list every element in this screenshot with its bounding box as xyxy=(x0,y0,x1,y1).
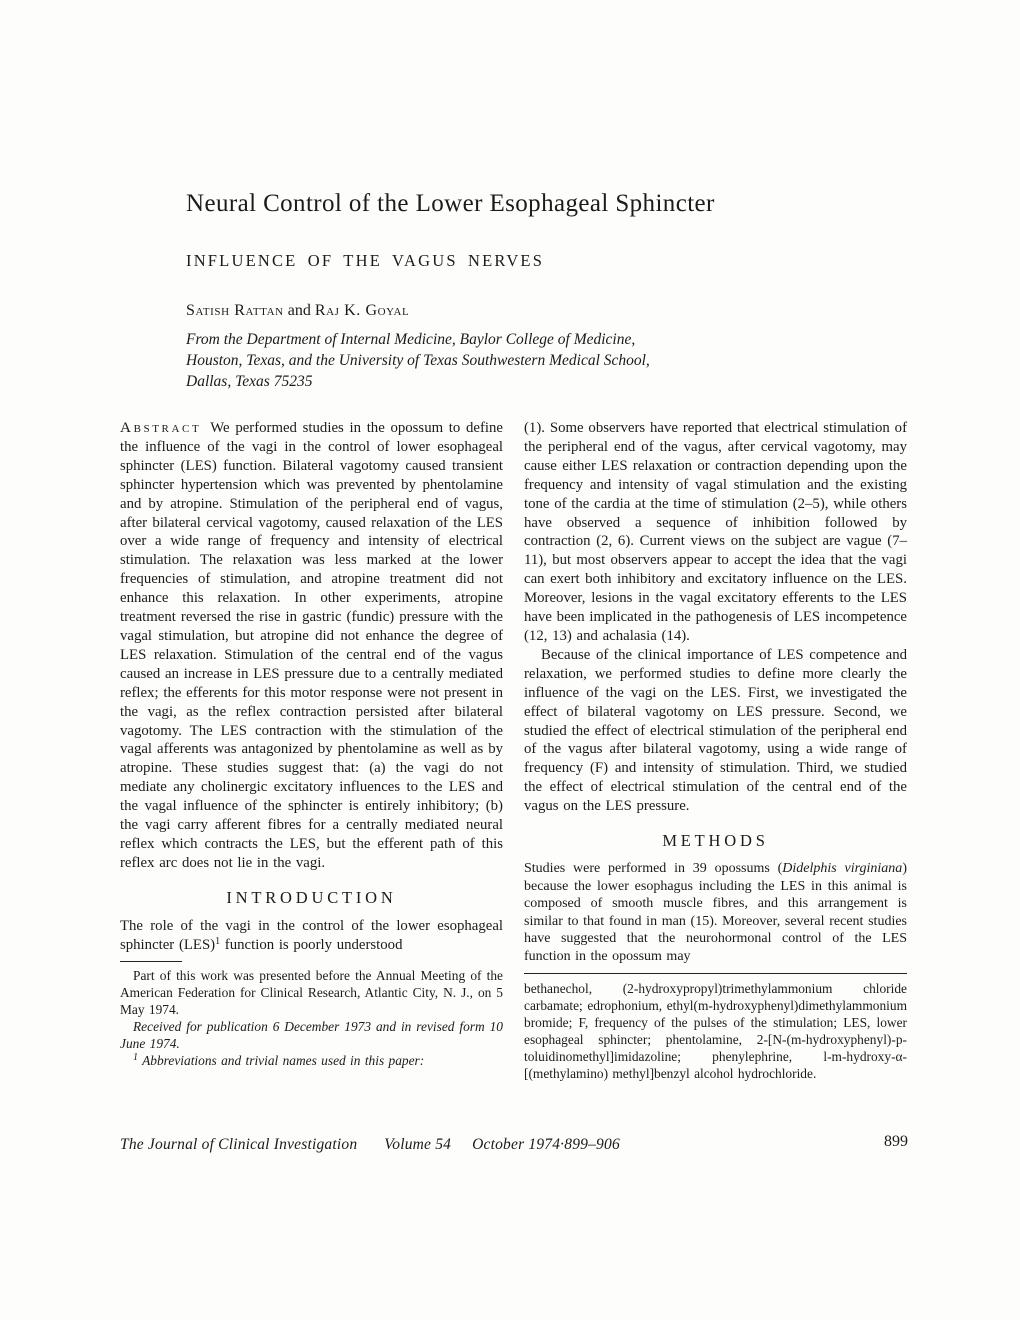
methods-text: Studies were performed in 39 opossums ( xyxy=(524,861,783,877)
page-footer xyxy=(120,1133,908,1154)
abstract-text: We performed studies in the opossum to define the influence of the vagi in the control of lower esophageal sphincter (LES) function. Bilateral vagotomy caused transient sphincter hypertension which was prevented by phentolamine and by atropine. Stimulation of the peripheral end of vagus, after bilateral cervical vagotomy, caused relaxation of the LES over a wide range of frequency and intensity of electrical stimulation. The relaxation was less marked at the lower frequencies of stimulation, and atropine treatment did not enhance this relaxation. In other experiments, atropine treatment reversed the rise in gastric (fundic) pressure with the vagal stimulation, but atropine did not enhance the degree of LES relaxation. Stimulation of the central end of the vagus caused an increase in LES pressure due to a centrally mediated reflex; the efferents for this motor response were not present in the vagi, as the reflex contraction persisted after bilateral vagotomy. The LES contraction with the stimulation of the vagal afferents was antagonized by phentolamine as well as by atropine. These studies suggest that: (a) the vagi do not mediate any cholinergic excitatory influences to the LES and the vagal influence of the sphincter is entirely inhibitory; (b) the vagi carry afferent fibres for a centrally mediated neural reflex which contracts the LES, but the efferent path of this reflex arc does not lie in the vagi. xyxy=(120,420,503,871)
article-header xyxy=(186,190,786,392)
methods-paragraph xyxy=(524,860,907,965)
footnote-marker: 1 xyxy=(133,1051,138,1063)
methods-heading: METHODS xyxy=(662,831,769,851)
introduction-text-continued: function is poorly understood xyxy=(220,936,403,953)
species-name: Didelphis virginiana xyxy=(782,861,903,877)
journal-citation-line xyxy=(120,1136,908,1154)
abstract-label: Abstract xyxy=(120,419,202,436)
left-footnote-block xyxy=(120,961,503,1069)
affiliation-line-3: Dallas, Texas 75235 xyxy=(186,373,313,390)
author-second: Raj K. Goyal xyxy=(314,302,410,319)
author-conjunction: and xyxy=(283,302,315,319)
article-title: Neural Control of the Lower Esophageal Sphincter xyxy=(186,190,715,217)
footnote-abbreviations-text: Abbreviations and trivial names used in this paper: xyxy=(142,1052,425,1068)
affiliation-line-2: Houston, Texas, and the University of Texas Southwestern Medical School, xyxy=(186,352,650,369)
footnote-abbreviations-intro xyxy=(120,1052,503,1069)
affiliation-line-1: From the Department of Internal Medicine, Baylor College of Medicine, xyxy=(186,331,636,348)
affiliation-block xyxy=(186,329,786,392)
author-first: Satish Rattan xyxy=(186,302,284,319)
footnote-received: Received for publication 6 December 1973 and in revised form 10 June 1974. xyxy=(120,1018,503,1051)
left-column xyxy=(120,419,503,1082)
introduction-text: The role of the vagi in the control of the lower esophageal sphincter (LES) xyxy=(120,917,503,953)
journal-issue-pages: October 1974·899–906 xyxy=(472,1136,620,1153)
footnote-divider-rule xyxy=(120,961,182,962)
journal-volume: Volume 54 xyxy=(384,1136,452,1153)
introduction-paragraph xyxy=(120,917,503,955)
footnote-marker: 1 xyxy=(215,935,221,947)
methods-text-continued: ) because the lower esophagus including the LES in this animal is composed of smooth muscle fibres, and this arrangement is similar to that found in man (15). Moreover, several recent studies have suggested that the neurohormonal control of the LES function in the opossum may xyxy=(524,861,907,964)
introduction-continuation-paragraph: (1). Some observers have reported that electrical stimulation of the peripheral end of the vagus, after cervical vagotomy, may cause either LES relaxation or contraction depending upon the frequency and intensity of vagal stimulation and the existing tone of the cardia at the time of stimulation (2–5), while others have observed a sequence of inhibition followed by contraction (2, 6). Current views on the subject are vague (7–11), but most observers appear to accept the idea that the vagi can exert both inhibitory and excitatory influence on the LES. Moreover, lesions in the vagal excitatory efferents to the LES have been implicated in the pathogenesis of LES incompetence (12, 13) and achalasia (14). xyxy=(524,420,907,644)
introduction-heading: INTRODUCTION xyxy=(226,887,397,907)
footnote-abbreviation-list: bethanechol, (2-hydroxypropyl)trimethylammonium chloride carbamate; edrophonium, ethyl(m-hydroxyphenyl)dimethylammonium bromide; F, frequency of the pulses of the stimulation; LES, lower esophageal sphincter; phentolamine, 2-[N-(m-hydroxyphenyl)-p-toluidinomethyl]imidazoline; phenylephrine, l-m-hydroxy-α-[(methylamino) methyl]benzyl alcohol hydrochloride. xyxy=(524,981,907,1082)
right-footnote-block xyxy=(524,973,907,1082)
author-line xyxy=(186,302,786,320)
journal-name: The Journal of Clinical Investigation xyxy=(120,1136,358,1153)
footnote-presented: Part of this work was presented before the Annual Meeting of the American Federation for Clinical Research, Atlantic City, N. J., on 5 May 1974. xyxy=(120,967,503,1017)
study-aims-paragraph: Because of the clinical importance of LES competence and relaxation, we performed studies to define more clearly the influence of the vagi on the LES. First, we investigated the effect of bilateral vagotomy on LES pressure. Second, we studied the effect of electrical stimulation of the peripheral end of the vagus after bilateral vagotomy, using a wide range of frequency (F) and intensity of stimulation. Third, we studied the effect of electrical stimulation of the central end of the vagus on the LES pressure. xyxy=(524,646,907,815)
page-number: 899 xyxy=(884,1133,908,1150)
abstract-paragraph xyxy=(120,419,503,873)
footnote-divider-rule xyxy=(524,973,907,974)
article-subtitle: INFLUENCE OF THE VAGUS NERVES xyxy=(186,251,545,270)
right-column xyxy=(524,419,907,1082)
two-column-body xyxy=(120,419,907,1082)
